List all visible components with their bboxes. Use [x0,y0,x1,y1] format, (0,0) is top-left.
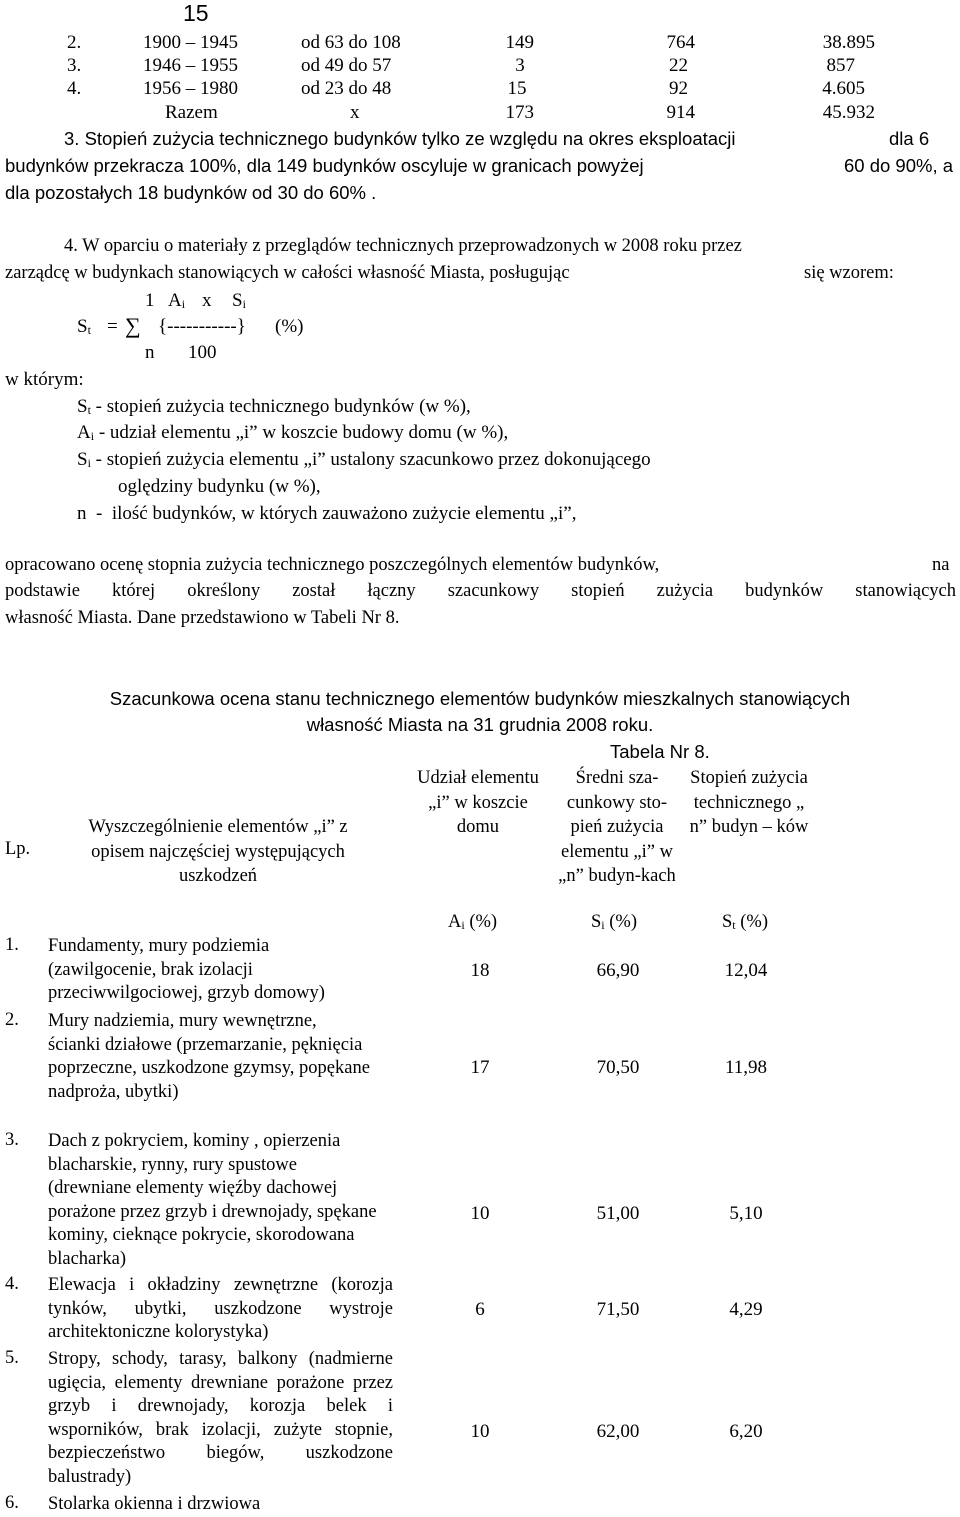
row-si: 70,50 [596,1057,640,1078]
header-ai: Udział elementu „i” w koszcie domu [417,768,539,837]
total-age: x [350,102,360,123]
legend-intro: w którym: [5,369,84,390]
legend-item: $S_t$ - stopień zużycia technicznego budynków (w %), [77,396,471,417]
paragraph-line: na [932,555,950,575]
legend-item: $S_i$ - stopień zużycia elementu „i” ustalony szacunkowo przez dokonującego [77,449,651,470]
row-lp: 3. [5,1130,19,1150]
formula-denominator-n: n [145,342,155,363]
row-period: 1900 – 1945 [143,32,238,53]
row-age: od 63 do 108 [301,32,401,53]
paragraph-line: budynków przekracza 100%, dla 149 budynków oscyluje w granicach powyżej [5,155,644,176]
paragraph-line: 60 do 90%, a [844,155,954,176]
header-st: Stopień zużycia technicznego „ n” budyn – ków [689,768,809,837]
row-description: Mury nadziemia, mury wewnętrzne, ścianki działowe (przemarzanie, pęknięcia poprzeczne, uszkodzone gzymsy, popękane nadproża, ubytki) [48,1011,370,1102]
paragraph-line: 4. W oparciu o materiały z przeglądów technicznych przeprowadzonych w 2008 roku przez [64,236,742,256]
row-description: Stropy, schody, tarasy, balkony (nadmierne ugięcia, elementy drewniane porażone przez grzyb i drewnojady, korozja belek i wsporników, brak izolacji, zużyte stopnie, bezpieczeństwo biegów, uszkodzone balustrady) [48,1349,393,1487]
row-count: 3 [515,55,525,76]
row-lp: 2. [5,1010,19,1030]
row-area: 857 [826,55,855,76]
row-lp: 6. [5,1493,19,1513]
legend-item-n: n - ilość budynków, w których zauważono zużycie elementu „i”, [77,503,577,524]
formula-numerator-si: $S_i$ [232,290,246,311]
legend-continuation: oględziny budynku (w %), [118,476,321,497]
row-description: Elewacja i okładziny zewnętrzne (korozja tynków, ubytki, uszkodzone wystroje architektoniczne kolorystyka) [48,1275,393,1342]
table-title-line: Szacunkowa ocena stanu technicznego elementów budynków mieszkalnych stanowiących [109,688,851,709]
row-si: 66,90 [596,960,640,981]
total-area: 45.932 [822,102,875,123]
header-description: Wyszczególnienie elementów „i” z opisem najczęściej występujących uszkodzeń [88,817,348,886]
row-count: 149 [505,32,534,53]
row-count: 15 [507,78,527,99]
row-st: 5,10 [729,1203,763,1224]
formula-numerator-1: 1 [145,290,155,311]
formula-times: x [202,290,212,311]
row-age: od 23 do 48 [301,78,392,99]
row-lp: 4. [67,78,82,99]
row-lp: 4. [5,1274,19,1294]
paragraph-line: opracowano ocenę stopnia zużycia technicznego poszczególnych elementów budynków, [5,555,660,575]
table-title-line: własność Miasta na 31 grudnia 2008 roku. [306,714,654,735]
row-lp: 3. [67,55,82,76]
row-si: 71,50 [596,1299,640,1320]
row-si: 51,00 [596,1203,640,1224]
header-lp: Lp. [5,839,31,859]
row-period: 1946 – 1955 [143,55,238,76]
row-ai: 10 [470,1421,490,1442]
row-area: 4.605 [822,78,865,99]
row-description: Stolarka okienna i drzwiowa [48,1494,261,1514]
row-period: 1956 – 1980 [143,78,238,99]
row-flats: 22 [669,55,688,76]
header-si: Średni sza-cunkowy sto-pień zużycia elementu „i” w „n” budyn-kach [558,768,676,886]
row-flats: 764 [666,32,695,53]
paragraph-line: podstawie której określony został łączny szacunkowy stopień zużycia budynków stanowiących [5,581,956,601]
row-st: 6,20 [729,1421,763,1442]
unit-si: $S_i$ (%) [591,912,637,932]
total-label: Razem [165,102,218,123]
paragraph-line: się wzorem: [804,263,894,283]
row-lp: 1. [5,935,19,955]
legend-item: $A_i$ - udział elementu „i” w koszcie budowy domu (w %), [77,422,509,443]
total-flats: 914 [666,102,695,123]
row-ai: 18 [470,960,490,981]
row-ai: 10 [470,1203,490,1224]
table-label: Tabela Nr 8. [610,741,710,762]
row-description: Fundamenty, mury podziemia (zawilgocenie, brak izolacji przeciwwilgociowej, grzyb domowy) [48,936,325,1003]
unit-st: $S_t$ (%) [722,912,768,932]
page-number: 15 [183,0,209,26]
row-description: Dach z pokryciem, kominy , opierzenia blacharskie, rynny, rury spustowe (drewniane elementy więźby dachowej porażone przez grzyb i drewnojady, spękane kominy, cieknące pokrycie, skorodowana blacharka) [48,1131,377,1269]
row-ai: 17 [470,1057,490,1078]
paragraph-line: dla 6 [889,128,930,149]
formula-lhs: $S_t$ [77,316,91,337]
row-lp: 2. [67,32,82,53]
row-lp: 5. [5,1348,19,1368]
row-area: 38.895 [822,32,875,53]
formula-equals: = [107,316,118,337]
formula-percent: (%) [275,316,304,337]
formula-sigma: ∑ [125,313,141,338]
row-age: od 49 do 57 [301,55,392,76]
row-st: 12,04 [724,960,768,981]
formula-numerator-ai: $A_i$ [168,290,186,311]
row-st: 4,29 [729,1299,763,1320]
total-count: 173 [505,102,534,123]
row-st: 11,98 [724,1057,768,1078]
formula-denominator-100: 100 [188,342,217,363]
paragraph-line: 3. Stopień zużycia technicznego budynków tylko ze względu na okres eksploatacji [64,128,736,149]
paragraph-line: własność Miasta. Dane przedstawiono w Tabeli Nr 8. [5,608,400,628]
row-ai: 6 [475,1299,485,1320]
paragraph-line: zarządcę w budynkach stanowiących w całości własność Miasta, posługując [5,263,570,283]
paragraph-line: dla pozostałych 18 budynków od 30 do 60% . [5,182,377,203]
formula-fraction-bar: {-----------} [158,316,246,337]
row-si: 62,00 [596,1421,640,1442]
unit-ai: $A_i$ (%) [448,912,498,932]
row-flats: 92 [669,78,688,99]
